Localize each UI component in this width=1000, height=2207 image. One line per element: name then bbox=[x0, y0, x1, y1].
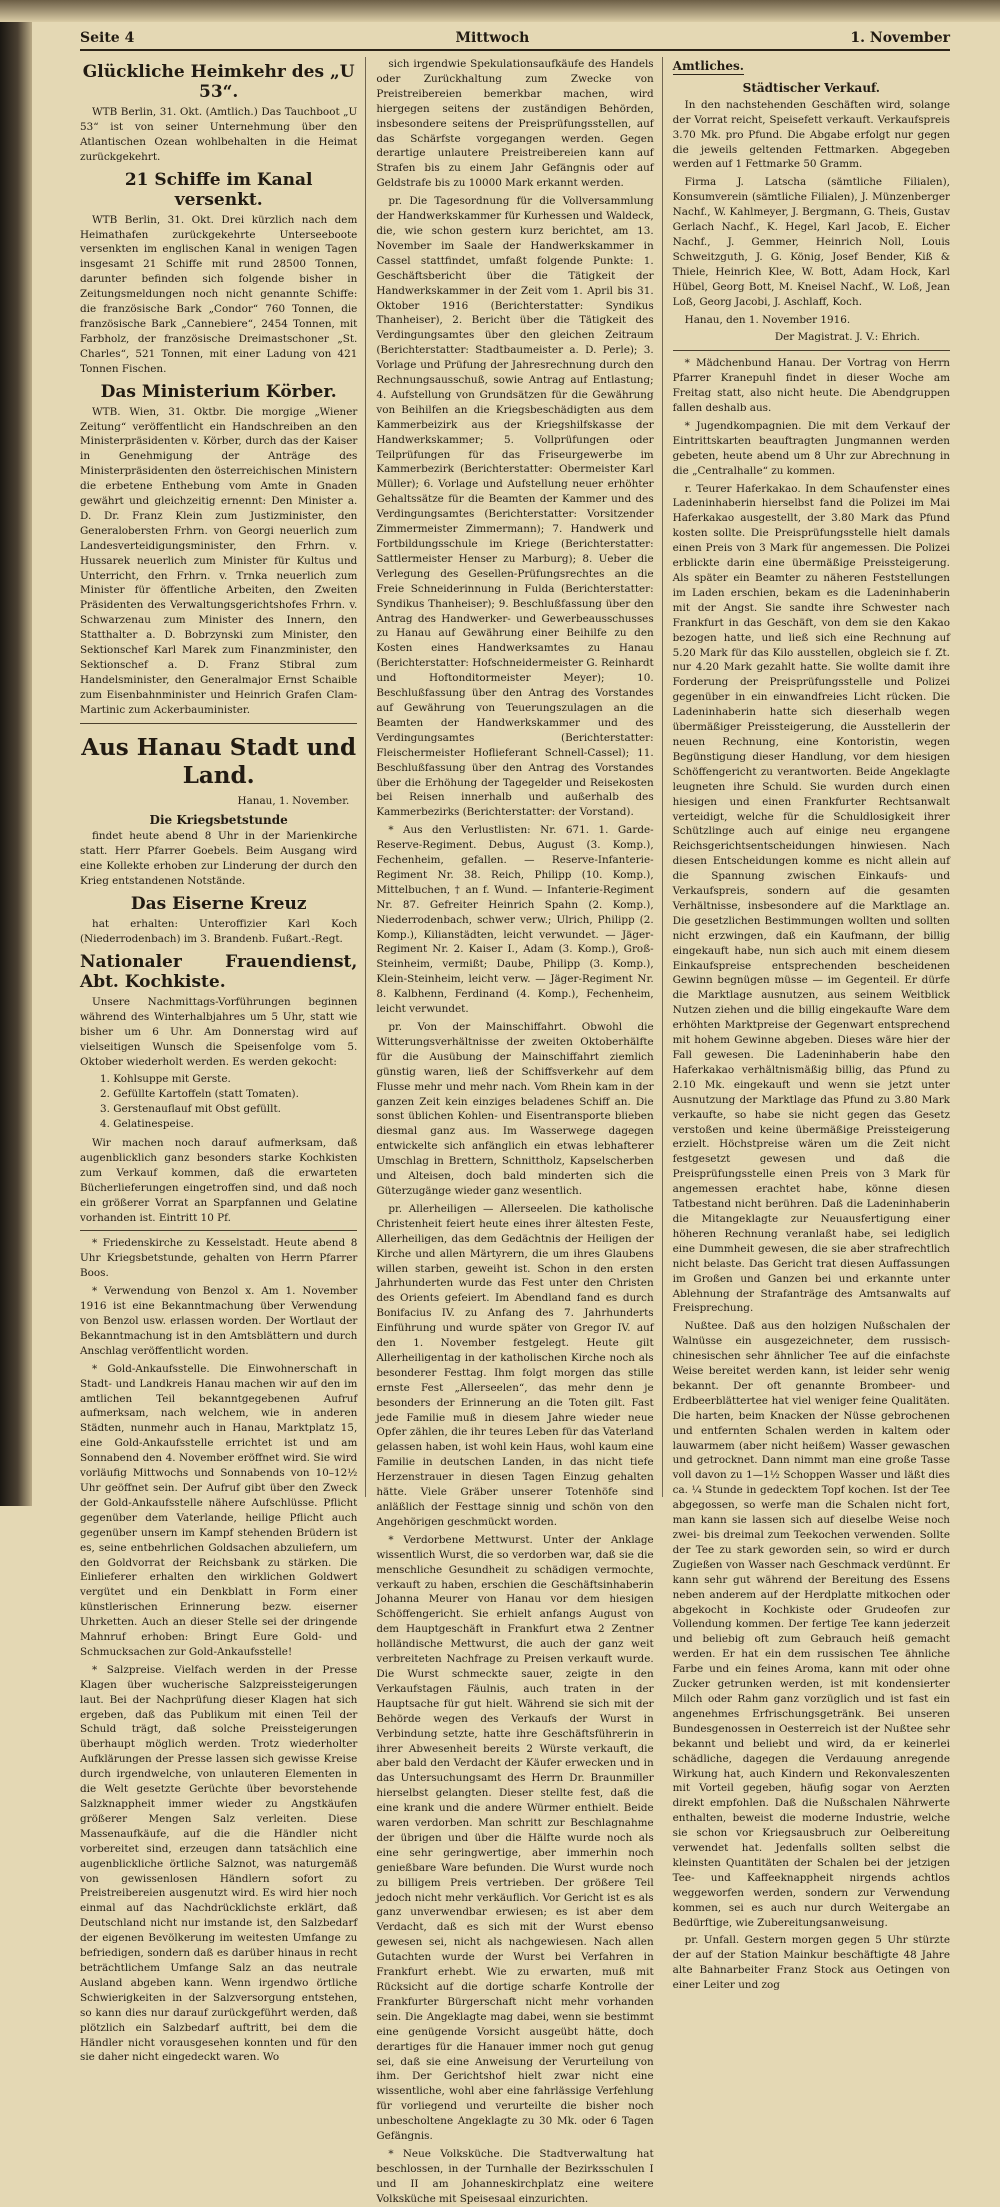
headline-u53: Glückliche Heimkehr des „U 53“. bbox=[82, 62, 355, 102]
article-eiserne-kreuz: hat erhalten: Unteroffizier Karl Koch (Niederrodenbach) im 3. Brandenb. Fußart.-Regt. bbox=[80, 918, 358, 945]
article-salz-cont: sich irgendwie Spekulationsaufkäufe des Handels oder Zurückhaltung zum Zwecke von Preistreibereien bemerkbar machen, wird hiergegen seitens der zuständigen Behörden, insbesondere seitens der Preisprüfungsstellen, auf das Schärfste vorgegangen werden. Gegen derartige unlautere Preistreibereien kann auf Strafen bis zu einem Jahr Gefängnis oder auf Geldstrafe bis zu 10000 Mark erkannt werden. bbox=[376, 58, 654, 190]
menu-list bbox=[100, 1072, 357, 1132]
notice-date: Hanau, den 1. November 1916. bbox=[684, 313, 851, 326]
page-number: Seite 4 bbox=[80, 30, 135, 46]
article-u53: WTB Berlin, 31. Okt. (Amtlich.) Das Tauchboot „U 53“ ist von seiner Unternehmung über den Atlantischen Ozean wohlbehalten in die Heimat zurückgekehrt. bbox=[80, 106, 358, 163]
article-salzpreise: * Salzpreise. Vielfach werden in der Presse Klagen über wucherische Salzpreissteigerungen laut. Bei der Nachprüfung dieser Klagen hat sich ergeben, daß das Publikum mit einen Teil der Schuld trägt, daß solche Preissteigerungen überhaupt möglich werden. Trotz wiederholter Aufklärungen der Presse lassen sich gewisse Kreise durch irgendwelche, von unlauteren Elementen in die Welt gesetzte Gerüchte über bevorstehende Salzknappheit immer wieder zu Angstkäufen größerer Mengen Salz verleiten. Diese Massenaufkäufe, auf die die Händler nicht vorbereitet sind, erzeugen dann tatsächlich eine augenblickliche örtliche Salznot, was naturgemäß von gewissenlosen Händlern sofort zu Preistreibereien ausgenutzt wird. Es wird hier noch einmal auf das Nachdrücklichste erklärt, daß Deutschland nicht nur imstande ist, den Salzbedarf der eigenen Bevölkerung im weitesten Umfange zu befriedigen, sondern daß es darüber hinaus in recht beträchtlichem Umfange Salz an das neutrale Ausland abgeben kann. Wenn irgendwo örtliche Schwierigkeiten in der Salzversorgung entstehen, so kann dies nur darauf zurückgeführt werden, daß plötzlich ein Salzbedarf auftritt, bei dem die Händler nicht vorausgesehen konnten und für den sie daher nicht eingedeckt waren. Wo bbox=[80, 1663, 358, 2064]
notice-signature: Der Magistrat. J. V.: Ehrich. bbox=[774, 331, 920, 344]
column-2 bbox=[376, 57, 662, 2205]
section-title-hanau: Aus Hanau Stadt und Land. bbox=[81, 733, 357, 789]
article-unfall: pr. Unfall. Gestern morgen gegen 5 Uhr stürzte der auf der Station Mainkur beschäftigte 48 Jahre alte Bahnarbeiter Franz Stock aus Oetingen von einer Leiter und zog bbox=[672, 1934, 950, 1992]
article-verlustlisten: * Aus den Verlustlisten: Nr. 671. 1. Garde-Reserve-Regiment. Debus, August (3. Komp.), Fechenheim, gefallen. — Reserve-Infanterie-Regiment Nr. 38. Reich, Philipp (10. Komp.), Mittelbuchen, † an f. Wund. — Infanterie-Regiment Nr. 87. Gefreiter Heinrich Spahn (2. Komp.), Niederrodenbach, schwer verw.; Ulrich, Philipp (2. Komp.), Kilianstädten, leicht verwundet. — Jäger-Regiment Nr. 2. Kaiser I., Adam (3. Komp.), Groß-Steinheim, vermißt; Daube, Philipp (3. Komp.), Klein-Steinheim, leicht verw. — Jäger-Regiment Nr. 8. Kalbhenn, Ferdinand (4. Komp.), Fechenheim, leicht verwundet. bbox=[376, 824, 654, 1016]
dateline: Hanau, 1. November. bbox=[237, 794, 350, 807]
article-21-schiffe: WTB Berlin, 31. Okt. Drei kürzlich nach dem Heimathafen zurückgekehrte Unterseeboote versenkten im englischen Kanal in wenigen Tagen insgesamt 21 Schiffe mit rund 28500 Tonnen, darunter befinden sich folgende bisher in Zeitungsmeldungen noch nicht genannte Schiffe: die französische Bark „Condor“ 760 Tonnen, die französische Bark „Cannebiere“, 2454 Tonnen, mit Farbholz, der französische Dreimastschoner „St. Charles“, 521 Tonnen, mit einer Ladung von 421 Tonnen Fischen. bbox=[80, 213, 358, 375]
weekday: Mittwoch bbox=[455, 30, 530, 46]
columns bbox=[80, 57, 950, 2205]
headline-staedtischer-verkauf: Städtischer Verkauf. bbox=[742, 80, 880, 95]
article-maedchenbund: * Mädchenbund Hanau. Der Vortrag von Herrn Pfarrer Kranepuhl findet in dieser Woche am Freitag statt, also nicht heute. Die Abendgruppen fallen deshalb aus. bbox=[672, 357, 950, 415]
article-mettwurst: * Verdorbene Mettwurst. Unter der Anklage wissentlich Wurst, die so verdorben war, daß sie die menschliche Gesundheit zu schädigen vermochte, verkauft zu haben, erschien die Geschäftsinhaberin Johanna Meurer von Hanau vor dem hiesigen Schöffengericht. Sie erhielt anfangs August von dem Hauptgeschäft in Frankfurt etwa 2 Zentner holländische Mettwurst, die auch der ganz weit verbreiteten Nachfrage zu Preisen verkauft wurde. Die Wurst schmeckte sauer, zeigte in den Verkaufstagen Fäulnis, auch traten in der Hauptsache für gut hielt. Während sie sich mit der Behörde wegen des Verkaufs der Wurst in Verbindung setzte, hatte ihre Geschäftsführerin in ihrer Abwesenheit bereits 2 Würste verkauft, die aber bald den Verdacht der Käufer erwecken und in das Untersuchungsamt des Herrn Dr. Braunmiller hierselbst gelangten. Dieser stellte fest, daß die eine krank und die andere Würmer enthielt. Beide waren verdorben. Man schritt zur Beschlagnahme der übrigen und über die Hälfte wurde noch als eine sehr geringwertige, aber immerhin noch genießbare Ware befunden. Die Wurst wurde noch zu billigem Preis vertrieben. Der größere Teil jedoch nicht mehr verkäuflich. Vor Gericht ist es als ganz unverwendbar erwiesen; es ist aber dem Verdacht, daß es sich mit der Wurst ebenso gewesen sei, nicht als nachgewiesen. Nach allen Gutachten wurde der Wurst bei Verfahren in Frankfurt erhebt. Wie zu erwarten, muß mit Rücksicht auf die dortige scharfe Kontrolle der Frankfurter Bürgerschaft nicht mehr vorhanden sein. Die Angeklagte mag dabei, wenn sie bestimmt eine genügende Vorsicht ausgeübt hätte, doch derartiges für die Hanauer immer noch gut genug sei, daß sie eine Anweisung der Verurteilung von ihm. Der Gerichtshof hielt zwar nicht eine wissentliche, wohl aber eine fahrlässige Verfehlung für vorliegend und verurteilte die bisher noch unbescholtene Angeklagte zu 30 Mk. oder 6 Tagen Gefängnis. bbox=[376, 1533, 654, 2143]
headline-amtliches: Amtliches. bbox=[672, 59, 744, 73]
article-haferkakao: r. Teurer Haferkakao. In dem Schaufenster eines Ladeninhaberin hierselbst fand die Polizei im Mai Haferkakao ausgestellt, der 3.80 Mark das Pfund kosten sollte. Die Preisprüfungsstelle hielt damals einen Preis von 3 Mark für angemessen. Die Polizei erblickte darin eine übermäßige Preissteigerung. Als später ein Beamter zu näheren Feststellungen im Laden erschien, bekam es die Ladeninhaberin mit der Angst. Sie sandte ihre Schwester nach Frankfurt in das Geschäft, von dem sie den Kakao bezogen hatte, und ließ sich eine Rechnung auf 5.20 Mark für das Kilo ausstellen, obgleich sie f. Zt. nur 4.20 Mark gezahlt hatte. Sie wollte damit ihre Forderung der Preisprüfungsstelle und Polizei gegenüber in ein einwandfreies Licht rücken. Die Ladeninhaberin hatte sich dieserhalb wegen übermäßiger Preissteigerung, die Ausstellerin der neuen Rechnung, eine Kontoristin, wegen Begünstigung dieser Handlung, vor dem hiesigen Schöffengericht zu verantworten. Beide Angeklagte leugneten ihre Schuld. Sie wurden durch einen hiesigen und einen Frankfurter Rechtsanwalt verteidigt, welche für die Schuldlosigkeit ihrer Schützlinge auch auf einige neu ergangene Reichsgerichtsentscheidungen hinwiesen. Nach diesen Entscheidungen komme es nicht allein auf die Spannung zwischen Einkaufs- und Verkaufspreis, sondern auf die gesamten Verhältnisse, insbesondere auf die Marktlage an. Die gesetzlichen Bestimmungen wollten und sollten nicht erzwingen, daß ein Kaufmann, der billig eingekauft habe, nun sich auch mit einem diesem Einkaufspreise entsprechenden bescheidenen Gewinn begnügen müsse — im Gegenteil. Er dürfe die Marktlage ausnutzen, aus seinem Weitblick Nutzen ziehen und die billig eingekaufte Ware dem erhöhten Marktpreise der Gegenwart entsprechend mit hohem Gewinne abgeben. Dieses wäre hier der Fall gewesen. Die Ladeninhaberin habe den Haferkakao verhältnismäßig billig, das Pfund zu 2.10 Mk. eingekauft und wenn sie jetzt unter Ausnutzung der Marktlage das Pfund zu 3.80 Mark verkaufte, so habe sie nicht gegen das Gesetz verstoßen und keine übermäßige Preissteigerung erzielt. Höchstpreise wären um die Zeit nicht festgesetzt gewesen und daß die Preisprüfungsstelle einen Preis von 3 Mark für angemessen erachtet habe, könne diesen Tatbestand nicht berühren. Daß die Ladeninhaberin die Mitangeklagte zur Neuausfertigung einer höheren Rechnung veranlaßt habe, sei lediglich eine Dummheit gewesen, die sie aber strafrechtlich nicht belaste. Das Gericht trat diesen Auffassungen im Großen und Ganzen bei und erkannte unter Ablehnung der Strafanträge des Amtsanwalts auf Freisprechung. bbox=[672, 482, 950, 1315]
headline-21-schiffe: 21 Schiffe im Kanal versenkt. bbox=[124, 169, 313, 210]
divider bbox=[80, 723, 357, 724]
article-volkskueche: * Neue Volksküche. Die Stadtverwaltung hat beschlossen, in der Turnhalle der Bezirksschulen I und II am Johanneskirchplatz eine weitere Volksküche mit Speisesaal einzurichten. bbox=[376, 2147, 654, 2205]
divider bbox=[673, 350, 950, 351]
article-gold-ankauf: * Gold-Ankaufsstelle. Die Einwohnerschaft in Stadt- und Landkreis Hanau machen wir auf den im amtlichen Teil bekanntgegebenen Aufruf aufmerksam, nach welchem, wie in anderen Städten, nunmehr auch in Hanau, Marktplatz 15, eine Gold-Ankaufsstelle errichtet ist und am Sonnabend den 4. November eröffnet wird. Sie wird vorläufig Mittwochs und Sonnabends von 10–12½ Uhr geöffnet sein. Der Aufruf gibt über den Zweck der Gold-Ankaufsstelle nähere Aufschlüsse. Pflicht gegenüber dem Vaterlande, heilige Pflicht auch gegenüber unsern im Kampf stehenden Brüdern ist es, seine entbehrlichen Goldsachen abzuliefern, um den Goldvorrat der Reichsbank zu stärken. Die Einlieferer erhalten den wirklichen Goldwert vergütet und ein Denkblatt in Form einer künstlerischen Erinnerung bezw. eiserner Uhrketten. Auch an dieser Stelle sei der dringende Mahnruf erhoben: Bringt Eure Gold- und Schmucksachen zur Gold-Ankaufsstelle! bbox=[80, 1362, 358, 1658]
page-header bbox=[80, 30, 950, 51]
article-allerheiligen: pr. Allerheiligen — Allerseelen. Die katholische Christenheit feiert heute eines ihrer ältesten Feste, Allerheiligen, das dem Gedächtnis der Heiligen der Kirche und allen Märtyrern, die um ihres Glaubens willen starben, geweiht ist. Schon in den ersten Jahrhunderten wurde das Fest unter den Christen des Orients gefeiert. Im Abendland fand es durch Bonifacius IV. zu Anfang des 7. Jahrhunderts Einführung und wurde später von Gregor IV. auf den 1. November festgelegt. Heute gilt Allerheiligentag in der katholischen Kirche noch als besonderer Festtag. Ihm folgt morgen das stille ernste Fest „Allerseelen“, das mehr denn je besonders der Erinnerung an die Toten gilt. Fast jede Familie muß in diesem Jahre wieder neue Opfer zählen, die ihr teures Leben für das Vaterland gelassen haben, ist wohl kein Haus, wohl kaum eine Familie in deutschen Landen, in das nicht tiefe Herzenstrauer in diesen Tagen Einzug gehalten hätte. Viele Gräber unserer Totenhöfe sind anläßlich der Festtage sinnig und schön von den Angehörigen geschmückt worden. bbox=[376, 1202, 654, 1528]
article-frauendienst-cont: Wir machen noch darauf aufmerksam, daß augenblicklich ganz besonders starke Kochkisten zum Verkauf kommen, daß die erwarteten Bücherlieferungen eingetroffen sind, und daß noch ein größerer Vorrat an Sparpfannen und Gelatine vorhanden ist. Eintritt 10 Pf. bbox=[80, 1137, 358, 1224]
article-friedenskirche: * Friedenskirche zu Kesselstadt. Heute abend 8 Uhr Kriegsbetstunde, gehalten von Herrn Pfarrer Boos. bbox=[80, 1237, 358, 1280]
column-3 bbox=[672, 57, 950, 1992]
list-item: 1. Kohlsuppe mit Gerste. bbox=[100, 1073, 231, 1086]
amtliches-header bbox=[673, 57, 950, 77]
notice-firmen: Firma J. Latscha (sämtliche Filialen), Konsumverein (sämtliche Filialen), J. Münzenberger Nachf., W. Kahlmeyer, J. Bergmann, G. Theis, Gustav Gerlach Nachf., K. Hegel, Karl Jacob, E. Eicher Nachf., J. Gemmer, Heinrich Noll, Louis Schweitzguth, J. G. König, Josef Bender, Kiß & Thiele, Heinrich Klee, W. Bott, Adam Hock, Karl Hübel, Georg Bott, M. Kneisel Nachf., W. Loß, Jean Loß, Georg Jacobi, J. Aschlaff, Koch. bbox=[672, 176, 950, 308]
list-item: 4. Gelatinespeise. bbox=[100, 1118, 194, 1131]
article-jugendkompagnien: * Jugendkompagnien. Die mit dem Verkauf der Eintrittskarten beauftragten Jungmannen werden gebeten, heute abend um 8 Uhr zur Abrechnung in die „Centralhalle“ zu kommen. bbox=[672, 419, 950, 477]
notice-speisefett: In den nachstehenden Geschäften wird, solange der Vorrat reicht, Speisefett verkauft. Verkaufspreis 3.70 Mk. pro Pfund. Die Abgabe erfolgt nur gegen die jeweils geltenden Fettmarken. Abgegeben werden auf 1 Fettmarke 50 Gramm. bbox=[672, 98, 950, 171]
divider bbox=[80, 1230, 357, 1231]
issue-date: 1. November bbox=[850, 30, 950, 46]
headline-eiserne-kreuz: Das Eiserne Kreuz bbox=[130, 894, 307, 915]
list-item: 3. Gerstenauflauf mit Obst gefüllt. bbox=[100, 1103, 281, 1116]
article-handwerkskammer: pr. Die Tagesordnung für die Vollversammlung der Handwerkskammer für Kurhessen und Waldeck, die, wie schon gestern kurz berichtet, am 13. November im Saale der Handwerkskammer in Cassel stattfindet, umfaßt folgende Punkte: 1. Geschäftsbericht über die Tätigkeit der Handwerkskammer in der Zeit vom 1. April bis 31. Oktober 1916 (Berichterstatter: Syndikus Thanheiser), 2. Bericht über die Tätigkeit des Verdingungsamtes über den gleichen Zeitraum (Berichterstatter: Stadtbaumeister a. D. Perle); 3. Vorlage und Prüfung der Jahresrechnung durch den Rechnungsausschuß, sowie Antrag auf Entlastung; 4. Aufstellung von Grundsätzen für die Gewährung von Beihilfen an die Kriegsbeschädigten aus dem Kammerbeizirk aus der Kriegshilfskasse der Handwerkskammer; 5. Vollprüfungen oder Teilprüfungen für das Friseurgewerbe im Kammerbezirk (Berichterstatter: Obermeister Karl Müller); 6. Vorlage und Aufstellung neuer erhöhter Gehaltssätze für die Beamten der Kammer und des Verdingungsamtes (Berichterstatter: Vorsitzender Zimmermeister Zimmermann); 7. Handwerk und Fortbildungsschule im Kriege (Berichterstatter: Sattlermeister Henser zu Marburg); 8. Ueber die Verlegung des Gesellen-Prüfungsrechtes an die Freie Schneiderinnung in Fulda (Berichterstatter: Syndikus Thanheiser); 9. Beschlußfassung über den Antrag des Handwerker- und Gewerbeausschusses zu Hanau auf Gewährung einer Beihilfe zu den Kosten eines Handwerksamtes zu Hanau (Berichterstatter: Hofschneidermeister G. Reinhardt und Hoftonditormeister Meyer); 10. Beschlußfassung über den Antrag des Vorstandes auf Gewährung von Teuerungszulagen an die Beamten der Handwerkskammer und des Verdingungsamtes (Berichterstatter: Fleischermeister Hoflieferant Schnell-Cassel); 11. Beschlußfassung über den Antrag des Vorstandes über die Erhöhung der Tagegelder und Reisekosten bei Reisen innerhalb und außerhalb des Kammerbezirks (Berichterstatter: der Vorstand). bbox=[376, 195, 654, 819]
headline-kriegsbetstunde: Die Kriegsbetstunde bbox=[149, 812, 288, 827]
article-frauendienst: Unsere Nachmittags-Vorführungen beginnen während des Winterhalbjahres um 5 Uhr, statt wie bisher um 6 Uhr. Am Donnerstag wird auf vielseitigen Wunsch die Speisenfolge vom 5. Oktober wiederholt werden. Es werden gekocht: bbox=[80, 995, 358, 1068]
headline-frauendienst: Nationaler Frauendienst, Abt. Kochkiste. bbox=[80, 951, 358, 992]
column-1 bbox=[80, 57, 366, 2064]
headline-ministerium: Das Ministerium Körber. bbox=[100, 381, 337, 402]
article-nusstee: Nußtee. Daß aus den holzigen Nußschalen der Walnüsse ein ausgezeichneter, dem russisch-chinesischen sehr ähnlicher Tee auf die einfachste Weise bereitet werden kann, ist leider sehr wenig bekannt. Der oft genannte Brombeer- und Erdbeerblättertee hat viel weniger feine Qualitäten. Die harten, beim Knacken der Nüsse gebrochenen und entfernten Schalen werden in kaltem oder lauwarmem (aber nicht heißem) Wasser gewaschen und getrocknet. Dann nimmt man eine große Tasse voll davon zu 1—1½ Schoppen Wasser und läßt dies ca. ¼ Stunde in gedecktem Topf kochen. Ist der Tee abgegossen, so werfe man die Schalen nicht fort, man kann sie lassen sich auf dieselbe Weise noch zwei- bis dreimal zum Teekochen verwenden. Sollte der Tee zu stark geworden sein, so wird er durch Zugießen von Wasser nach Geschmack verdünnt. Er kann sehr gut während der Bereitung des Essens neben anderem auf der Herdplatte mitkochen oder abgekocht in Kochkiste oder Grudeofen zur Vollendung kommen. Der fertige Tee kann jederzeit und beliebig oft zum Gebrauch heiß gemacht werden. Er hat ein dem russischen Tee ähnliche Farbe und ein feines Aroma, kann mit oder ohne Zucker getrunken werden, ist mit kondensierter Milch oder Rahm ganz vorzüglich und ist fast ein angenehmes Erfrischungsgetränk. Bei unseren Bundesgenossen in Oesterreich ist der Nußtee sehr bekannt und beliebt und wird, da er keinerlei schädliche, dagegen die Verdauung anregende Wirkung hat, auch Kindern und Rekonvaleszenten mit Vorteil gegeben, häufig sogar von Aerzten direkt empfohlen. Daß die Nußschalen Nährwerte enthalten, beweist die moderne Industrie, welche sie schon vor Kriegsausbruch zur Oelbereitung verwendet hat. Jedenfalls sollten selbst die kleinsten Quantitäten der Schalen bei der jetzigen Tee- und Kaffeeknappheit nirgends achtlos weggeworfen werden, sondern zur Verwendung kommen, sei es auch nur durch Weitergabe an Bedürftige, wie Zubereitungsanweisung. bbox=[672, 1320, 950, 1929]
scan-binding-edge bbox=[0, 0, 32, 1506]
list-item: 2. Gefüllte Kartoffeln (statt Tomaten). bbox=[100, 1088, 299, 1101]
article-benzol: * Verwendung von Benzol x. Am 1. November 1916 ist eine Bekanntmachung über Verwendung von Benzol usw. erlassen worden. Der Wortlaut der Bekanntmachung ist in den Amtsblättern und durch Anschlag veröffentlicht worden. bbox=[80, 1285, 358, 1357]
article-kriegsbetstunde: findet heute abend 8 Uhr in der Marienkirche statt. Herr Pfarrer Goebels. Beim Ausgang wird eine Kollekte erhoben zur Linderung der durch den Krieg entstandenen Notstände. bbox=[80, 830, 358, 888]
scan-top-edge bbox=[0, 0, 1000, 22]
article-mainschiffahrt: pr. Von der Mainschiffahrt. Obwohl die Witterungsverhältnisse der zweiten Oktoberhälfte für die Ausübung der Mainschiffahrt ziemlich günstig waren, ließ der Schiffsverkehr auf dem Flusse mehr und mehr nach. Vom Rhein kam in der ganzen Zeit kein einziges beladenes Schiff an. Die sonst üblichen Kohlen- und Eisentransporte blieben diesmal ganz aus. Im Wasserwege dagegen entwickelte sich anfänglich ein etwas lebhafterer Umschlag in Brettern, Schnittholz, Kapselscherben und Alteisen, doch bald minderten sich die Güterzugänge wieder ganz wesentlich. bbox=[376, 1021, 654, 1197]
article-ministerium: WTB. Wien, 31. Oktbr. Die morgige „Wiener Zeitung“ veröffentlicht ein Handschreiben an den Ministerpräsidenten v. Körber, durch das der Kaiser in Genehmigung der Anträge des Ministerpräsidenten den österreichischen Ministern die erbetene Enthebung vom Amte in Gnaden gewährt und gleichzeitig ernennt: Den Minister a. D. Dr. Franz Klein zum Justizminister, den Generalobersten Frhrn. von Georgi neuerlich zum Landesverteidigungsminister, den Frhrn. v. Hussarek neuerlich zum Minister für Kultus und Unterricht, den Frhrn. v. Trnka neuerlich zum Minister für öffentliche Arbeiten, den Zweiten Präsidenten des Verwaltungsgerichtshofes Frhrn. v. Schwarzenau zum Minister des Innern, den Statthalter a. D. Bobrzynski zum Minister, den Sektionschef Karl Marek zum Finanzminister, den Sektionschef a. D. Franz Stibral zum Handelsminister, den Generalmajor Ernst Schaible zum Eisenbahnminister und Heinrich Grafen Clam-Martinic zum Ackerbauminister. bbox=[80, 405, 358, 716]
